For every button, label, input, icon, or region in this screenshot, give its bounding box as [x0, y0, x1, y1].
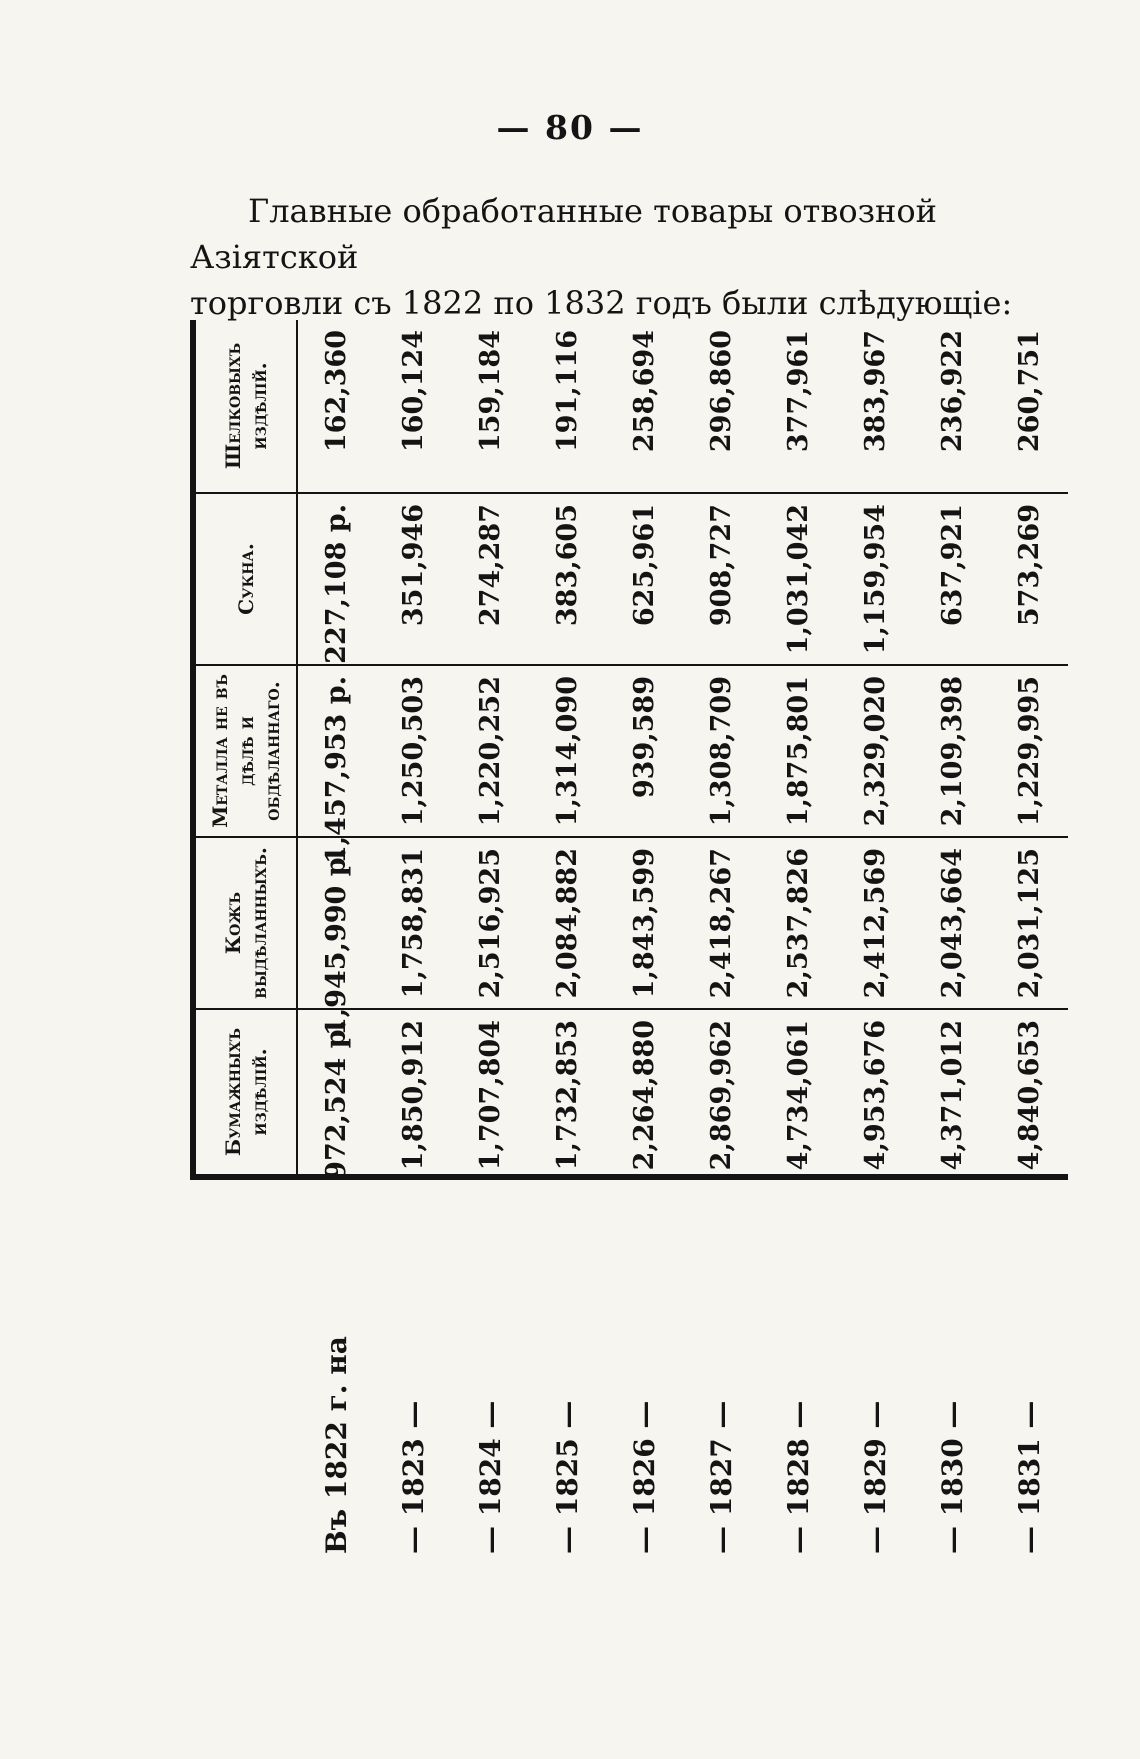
table-cell: 162,360 — [321, 330, 352, 453]
table-cell: 1,843,599 — [606, 836, 683, 1008]
table-cell: 939,589 — [606, 664, 683, 836]
table-cell: 1,850,912 — [375, 1008, 452, 1180]
column-header: Кожъ выдѣланныхъ. — [190, 836, 298, 1008]
caption — [190, 188, 1070, 326]
table-cell: 1,220,252 — [452, 664, 529, 836]
row-year-label: — 1825 — — [551, 1400, 584, 1554]
table-cell: 296,860 — [706, 330, 737, 453]
table-cell: 227,108 р. — [298, 492, 375, 664]
column-header: Сукна. — [190, 492, 298, 664]
table-cell: 2,516,925 — [452, 836, 529, 1008]
table-cell: 1,229,995 — [991, 664, 1068, 836]
table-cell: 2,869,962 — [683, 1008, 760, 1180]
column-header: Металла не въ дѣлѣ и обдѣланнаго. — [190, 664, 298, 836]
table-cell: 383,605 — [529, 492, 606, 664]
table-cell: 159,184 — [475, 330, 506, 453]
table-cell: 383,967 — [860, 330, 891, 453]
table-cell: 2,109,398 — [914, 664, 991, 836]
table-cell: 1,314,090 — [529, 664, 606, 836]
table-cell: 1,457,953 р. — [298, 664, 375, 836]
table-corner — [190, 1180, 298, 1560]
table-cell: 573,269 — [991, 492, 1068, 664]
table-cell: 351,946 — [375, 492, 452, 664]
table-cell: 1,250,503 — [375, 664, 452, 836]
table-cell: 2,031,125 — [991, 836, 1068, 1008]
row-year-label: — 1829 — — [859, 1400, 892, 1554]
table-cell: 260,751 — [1014, 330, 1045, 453]
table-cell: 2,412,569 — [837, 836, 914, 1008]
table-cell: 972,524 р. — [298, 1008, 375, 1180]
table-cell: 4,840,653 — [991, 1008, 1068, 1180]
row-year-label: — 1823 — — [397, 1400, 430, 1554]
table-cell: 1,945,990 р. — [298, 836, 375, 1008]
row-year-label: — 1828 — — [782, 1400, 815, 1554]
table-cell: 2,537,826 — [760, 836, 837, 1008]
table-cell: 258,694 — [629, 330, 660, 453]
table-cell: 1,732,853 — [529, 1008, 606, 1180]
caption-line-2: торговли съ 1822 по 1832 годъ были слѣдующіе: — [190, 284, 1013, 322]
caption-line-1: Главные обработанные товары отвозной Азіятской — [190, 192, 937, 276]
column-header: Бумажныхъ издѣлій. — [190, 1008, 298, 1180]
table-cell: 160,124 — [398, 330, 429, 453]
rotated-table-wrapper — [190, 320, 1070, 1560]
table-cell: 637,921 — [914, 492, 991, 664]
table-cell: 236,922 — [937, 330, 968, 453]
table-cell: 908,727 — [683, 492, 760, 664]
page-number: — 80 — — [496, 108, 644, 147]
row-year-label: — 1831 — — [1013, 1400, 1046, 1554]
trade-table — [190, 320, 1068, 1560]
row-year-label: — 1824 — — [474, 1400, 507, 1554]
table-cell: 1,308,709 — [683, 664, 760, 836]
table-cell: 2,264,880 — [606, 1008, 683, 1180]
table-cell: 1,707,804 — [452, 1008, 529, 1180]
table-cell: 1,159,954 — [837, 492, 914, 664]
table-cell: 1,875,801 — [760, 664, 837, 836]
table-cell: 4,734,061 — [760, 1008, 837, 1180]
column-header: Шелковыхъ издѣлій. — [190, 320, 298, 492]
table-cell: 377,961 — [783, 330, 814, 453]
row-year-label: — 1827 — — [705, 1400, 738, 1554]
table-cell: 1,031,042 — [760, 492, 837, 664]
table-cell: 625,961 — [606, 492, 683, 664]
table-cell: 4,371,012 — [914, 1008, 991, 1180]
table-cell: 2,043,664 — [914, 836, 991, 1008]
table-cell: 2,084,882 — [529, 836, 606, 1008]
table-cell: 2,418,267 — [683, 836, 760, 1008]
row-year-label: Въ 1822 г. на — [320, 1336, 353, 1554]
table-cell: 2,329,020 — [837, 664, 914, 836]
table-cell: 191,116 — [552, 330, 583, 453]
table-cell: 274,287 — [452, 492, 529, 664]
row-year-label: — 1826 — — [628, 1400, 661, 1554]
table-cell: 1,758,831 — [375, 836, 452, 1008]
row-year-label: — 1830 — — [936, 1400, 969, 1554]
table-cell: 4,953,676 — [837, 1008, 914, 1180]
